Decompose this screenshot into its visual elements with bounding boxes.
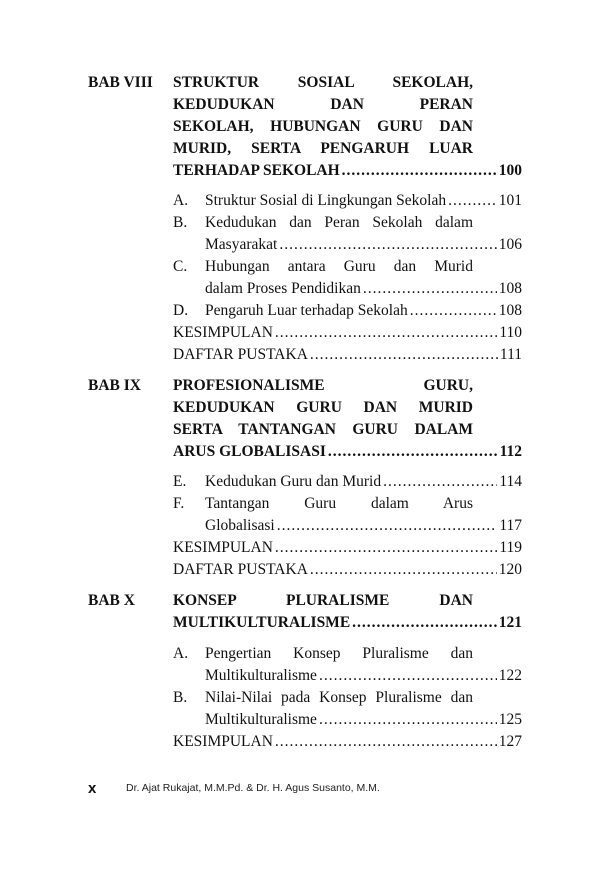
- page-number: 112: [499, 443, 522, 460]
- chapter-title: PROFESIONALISME GURU,: [173, 377, 473, 394]
- toc-entry[interactable]: KESIMPULAN ..... 127: [173, 731, 522, 753]
- footer-page-number: x: [88, 780, 97, 797]
- footer-authors: Dr. Ajat Rukajat, M.M.Pd. & Dr. H. Agus Susanto, M.M.: [126, 782, 380, 794]
- toc-entry[interactable]: DAFTAR PUSTAKA ..... 111: [173, 344, 522, 366]
- toc-entry-continuation[interactable]: Masyarakat ..... 106: [173, 234, 522, 256]
- toc-entry[interactable]: A. Pengertian Konsep Pluralisme dan: [173, 645, 473, 662]
- chapter-title-last-line[interactable]: TERHADAP SEKOLAH ..... 100: [173, 160, 522, 182]
- toc-entry[interactable]: D. Pengaruh Luar terhadap Sekolah ..... 108: [173, 300, 522, 322]
- toc-entry[interactable]: A. Struktur Sosial di Lingkungan Sekolah ..... 101: [173, 190, 522, 212]
- toc-entry[interactable]: KESIMPULAN ..... 110: [173, 322, 522, 344]
- chapter-title: SEKOLAH, HUBUNGAN GURU DAN: [173, 118, 473, 135]
- chapter-title-last-line[interactable]: MULTIKULTURALISME ..... 121: [173, 612, 522, 634]
- toc-entry-continuation[interactable]: Globalisasi ..... 117: [173, 515, 522, 537]
- chapter-title-last-line[interactable]: ARUS GLOBALISASI ..... 112: [173, 441, 522, 463]
- chapter-label: BAB IX: [88, 377, 141, 394]
- toc-entry[interactable]: KESIMPULAN ..... 119: [173, 537, 522, 559]
- chapter-title: MURID, SERTA PENGARUH LUAR: [173, 140, 473, 157]
- toc-entry[interactable]: C. Hubungan antara Guru dan Murid: [173, 258, 473, 275]
- chapter-title: KEDUDUKAN DAN PERAN: [173, 96, 473, 113]
- toc-entry[interactable]: DAFTAR PUSTAKA ..... 120: [173, 559, 522, 581]
- toc-entry-continuation[interactable]: Multikulturalisme ..... 125: [173, 709, 522, 731]
- toc-entry-continuation[interactable]: dalam Proses Pendidikan ..... 108: [173, 278, 522, 300]
- chapter-title: STRUKTUR SOSIAL SEKOLAH,: [173, 74, 473, 91]
- page-number: 100: [498, 162, 522, 179]
- chapter-label: BAB X: [88, 592, 135, 609]
- chapter-title: SERTA TANTANGAN GURU DALAM: [173, 421, 473, 438]
- chapter-title: KEDUDUKAN GURU DAN MURID: [173, 399, 473, 416]
- chapter-title: KONSEP PLURALISME DAN: [173, 592, 473, 609]
- toc-entry[interactable]: B. Kedudukan dan Peran Sekolah dalam: [173, 214, 473, 231]
- chapter-label: BAB VIII: [88, 74, 153, 91]
- toc-entry-continuation[interactable]: Multikulturalisme ..... 122: [173, 665, 522, 687]
- page-number: 121: [498, 614, 522, 631]
- toc-entry[interactable]: E. Kedudukan Guru dan Murid ..... 114: [173, 471, 522, 493]
- toc-entry[interactable]: F. Tantangan Guru dalam Arus: [173, 495, 473, 512]
- toc-entry[interactable]: B. Nilai-Nilai pada Konsep Pluralisme dan: [173, 689, 473, 706]
